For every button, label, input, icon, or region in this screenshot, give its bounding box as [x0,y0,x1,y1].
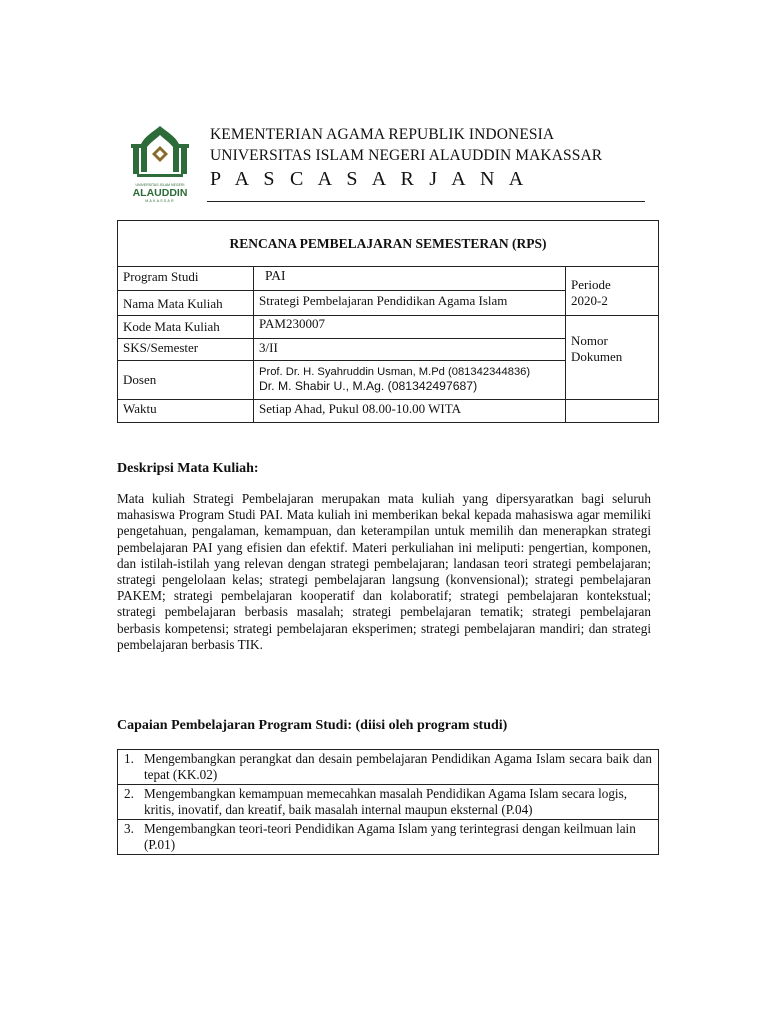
label-nama-mata-kuliah: Nama Mata Kuliah [118,291,254,316]
waktu-side-cell [566,400,659,423]
capaian-item-2 [118,785,659,820]
capaian-item-1-text: Mengembangkan perangkat dan desain pembelajaran Pendidikan Agama Islam secara baik dan tepat (KK.02) [144,751,652,782]
capaian-item-1-num: 1. [124,751,134,766]
capaian-row [118,785,659,820]
value-nama-mata-kuliah: Strategi Pembelajaran Pendidikan Agama Islam [254,291,566,316]
rps-table [117,220,659,423]
label-waktu: Waktu [118,400,254,423]
capaian-item-1 [118,750,659,785]
ministry-name: KEMENTERIAN AGAMA REPUBLIK INDONESIA [210,126,555,143]
nomor-dokumen-cell [566,316,659,400]
capaian-row [118,820,659,855]
capaian-heading: Capaian Pembelajaran Program Studi: (diisi oleh program studi) [117,718,508,733]
university-logo [127,122,193,204]
periode-cell [566,267,659,316]
letterhead [210,124,650,191]
capaian-item-2-num: 2. [124,786,134,801]
university-crest-icon [127,122,193,204]
value-program-studi: PAI [254,267,566,291]
deskripsi-heading: Deskripsi Mata Kuliah: [117,461,259,476]
dokumen-label: Dokumen [571,349,623,364]
dosen-1: Prof. Dr. H. Syahruddin Usman, M.Pd (081342344836) [259,366,531,378]
label-program-studi: Program Studi [118,267,254,291]
deskripsi-text: Mata kuliah Strategi Pembelajaran merupakan mata kuliah yang dipersyaratkan bagi seluruh mahasiswa Program Studi PAI. Mata kuliah ini memberikan bekal kepada mahasiswa agar memiliki pengetahuan, pengalaman, kemampuan, dan keterampilan untuk memilih dan menerapkan strategi pembelajaran PAI yang efisien dan efektif. Materi perkuliahan ini meliputi: pengertian, komponen, dan istilah-istilah yang relevan dengan strategi pembelajaran; landasan teori strategi pembelajaran; strategi pengelolaan kelas; strategi pembelajaran langsung (konvensional); strategi pembelajaran PAKEM; strategi pembelajaran kooperatif dan kolaboratif; strategi pembelajaran kontekstual; strategi pembelajaran berbasis masalah; strategi pembelajaran tematik; strategi pembelajaran berbasis kompetensi; strategi pembelajaran eksperimen; strategi pembelajaran mandiri; dan strategi pembelajaran berbasis TIK. [117,491,651,652]
rps-title: RENCANA PEMBELAJARAN SEMESTERAN (RPS) [118,221,659,267]
university-name: UNIVERSITAS ISLAM NEGERI ALAUDDIN MAKASSAR [210,147,603,164]
periode-label: Periode [571,277,611,292]
label-sks-semester: SKS/Semester [118,339,254,361]
capaian-item-2-text: Mengembangkan kemampuan memecahkan masalah Pendidikan Agama Islam secara logis, kritis, inovatif, dan kreatif, baik masalah internal maupun eksternal (P.04) [144,786,628,817]
value-kode-mata-kuliah: PAM230007 [254,316,566,339]
value-sks-semester: 3/II [254,339,566,361]
dosen-2: Dr. M. Shabir U., M.Ag. (081342497687) [259,379,478,393]
capaian-item-3-text: Mengembangkan teori-teori Pendidikan Agama Islam yang terintegrasi dengan keilmuan lain (P.01) [144,821,636,852]
label-dosen: Dosen [118,361,254,400]
capaian-item-3 [118,820,659,855]
svg-text:UNIVERSITAS ISLAM NEGERI: UNIVERSITAS ISLAM NEGERI [135,183,185,187]
capaian-item-3-num: 3. [124,821,134,836]
nomor-label: Nomor [571,333,608,348]
value-waktu: Setiap Ahad, Pukul 08.00-10.00 WITA [254,400,566,423]
capaian-row [118,750,659,785]
faculty-name: P A S C A S A R J A N A [210,168,529,190]
value-dosen [254,361,566,400]
header-divider [207,201,645,202]
label-kode-mata-kuliah: Kode Mata Kuliah [118,316,254,339]
logo-subtext: MAKASSAR [145,199,175,203]
capaian-table [117,749,659,855]
periode-value: 2020-2 [571,293,608,308]
logo-text: ALAUDDIN [132,187,188,199]
